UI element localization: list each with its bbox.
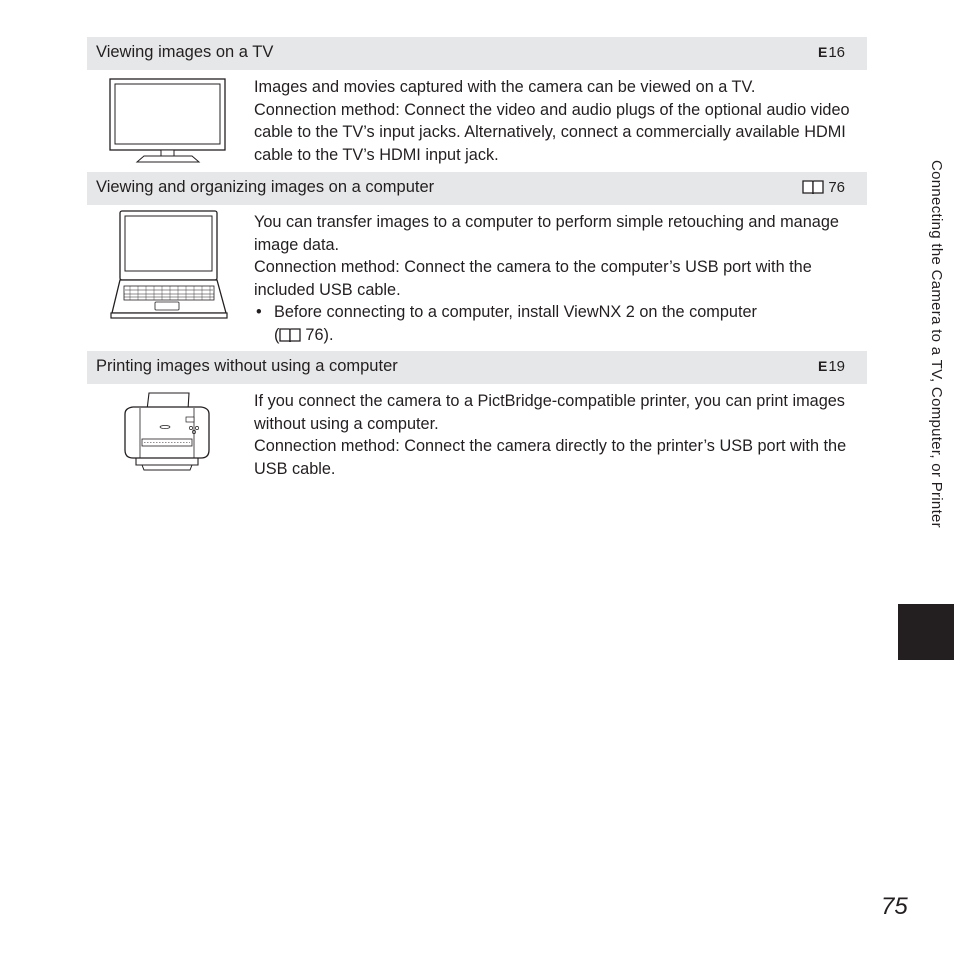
page-reference[interactable]: [802, 179, 845, 196]
paragraph: If you connect the camera to a PictBridge-compatible printer, you can print images without using a computer.: [254, 392, 845, 433]
bullet-ref-open: (: [274, 325, 280, 344]
bullet-item: [254, 301, 854, 346]
section-title: Viewing and organizing images on a computer: [96, 178, 435, 196]
page-reference[interactable]: [818, 358, 845, 375]
paragraph: Connection method: Connect the video and audio plugs of the optional audio video cable to the TV’s input jacks. Alternatively, connect a commercially available HDMI cable to the TV’s HDMI input jack.: [254, 100, 850, 164]
book-icon: [279, 327, 301, 343]
section-header-printer: [87, 351, 867, 384]
printer-icon: [122, 392, 212, 472]
paragraph: Images and movies captured with the camera can be viewed on a TV.: [254, 78, 756, 96]
section-title: Viewing images on a TV: [96, 43, 274, 61]
laptop-icon: [110, 210, 228, 320]
paragraph: Connection method: Connect the camera directly to the printer’s USB port with the USB cable.: [254, 437, 847, 478]
reference-number: 16: [828, 44, 845, 61]
section-header-tv: [87, 37, 867, 70]
chapter-side-tab-label: Connecting the Camera to a TV, Computer, or Printer: [928, 160, 945, 528]
book-icon: [802, 179, 824, 195]
section-header-computer: [87, 172, 867, 205]
page-reference[interactable]: [818, 44, 845, 61]
reference-section-icon: E: [817, 44, 828, 60]
bullet-text: Before connecting to a computer, install ViewNX 2 on the computer: [274, 303, 757, 321]
section-body-computer: [254, 211, 854, 346]
page-number: 75: [881, 893, 908, 920]
section-body-printer: [254, 390, 854, 480]
chapter-side-tab-marker: [898, 604, 954, 660]
paragraph: You can transfer images to a computer to perform simple retouching and manage image data.: [254, 213, 839, 254]
bullet-marker: •: [256, 303, 262, 321]
paragraph: Connection method: Connect the camera to the computer’s USB port with the included USB cable.: [254, 258, 812, 299]
reference-number: 19: [828, 358, 845, 375]
section-title: Printing images without using a computer: [96, 357, 398, 375]
bullet-ref-number: 76).: [305, 325, 334, 344]
reference-section-icon: E: [817, 358, 828, 374]
reference-number: 76: [828, 179, 845, 196]
tv-icon: [109, 78, 227, 164]
section-body-tv: [254, 76, 854, 166]
